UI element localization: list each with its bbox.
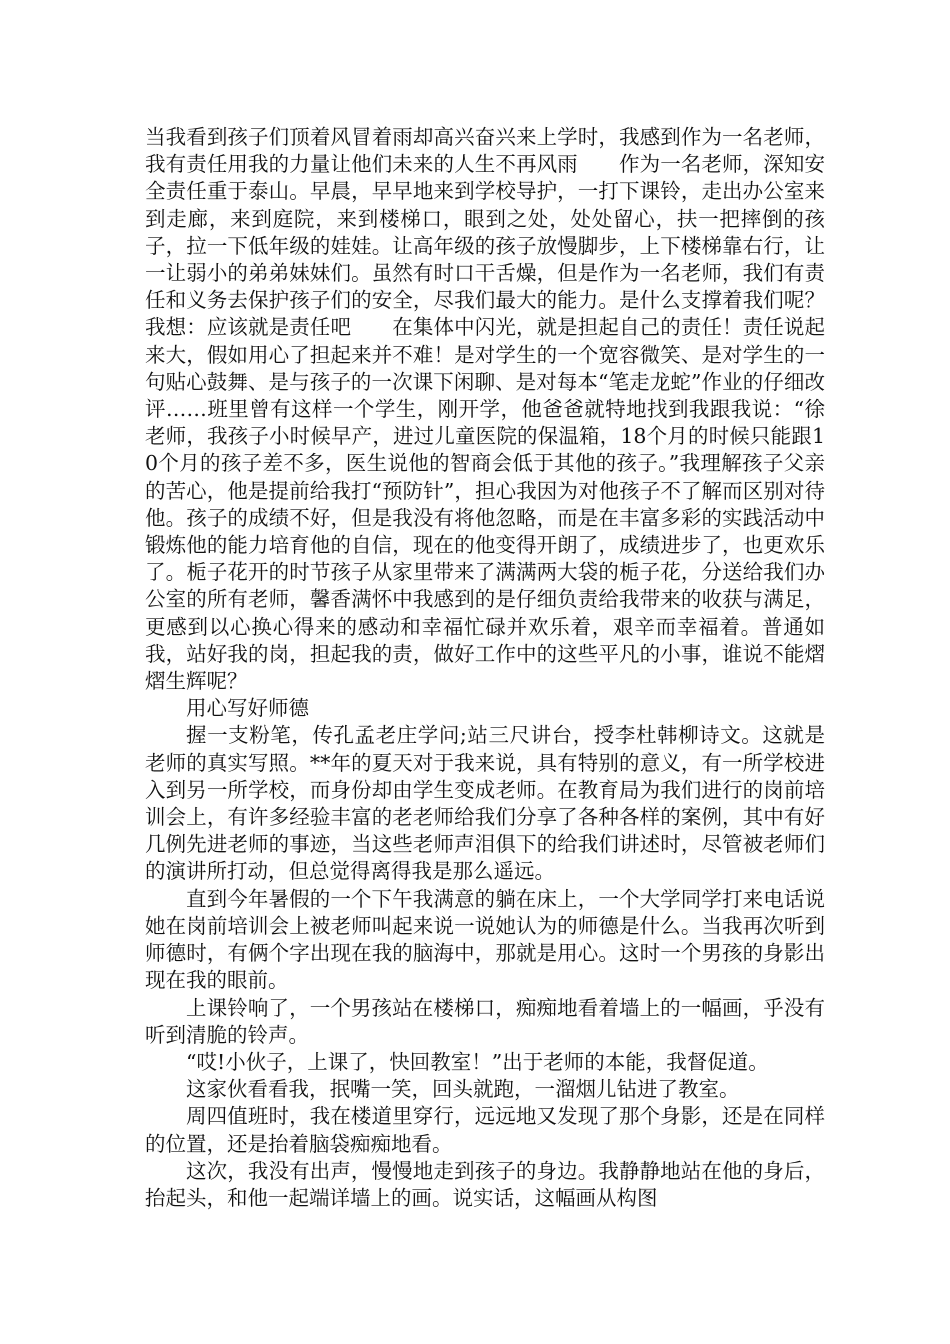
paragraph-summer: 直到今年暑假的一个下午我满意的躺在床上，一个大学同学打来电话说她在岗前培训会上被老师叫起来说一说她认为的师德是什么。当我再次听到师德时，有俩个字出现在我的脑海中，那就是用心。这时一个男孩的身影出现在我的眼前。 (145, 886, 825, 993)
paragraph-painting: 这次，我没有出声，慢慢地走到孩子的身边。我静静地站在他的身后，抬起头，和他一起端详墙上的画。说实话，这幅画从构图 (145, 1158, 825, 1210)
section-heading: 用心写好师德 (186, 696, 309, 721)
paragraph-urge: “哎!小伙子，上课了，快回教室！”出于老师的本能，我督促道。 (186, 1049, 769, 1074)
paragraph-bell: 上课铃响了，一个男孩站在楼梯口，痴痴地看着墙上的一幅画，乎没有听到清脆的铃声。 (145, 995, 825, 1047)
paragraph-thursday: 周四值班时，我在楼道里穿行，远远地又发现了那个身影，还是在同样的位置，还是抬着脑袋痴痴地看。 (145, 1104, 825, 1156)
document-page (145, 124, 825, 1212)
paragraph-smile: 这家伙看看我，抿嘴一笑，回头就跑，一溜烟儿钻进了教室。 (186, 1077, 740, 1102)
paragraph-chalk: 握一支粉笔，传孔孟老庄学问;站三尺讲台，授李杜韩柳诗文。这就是老师的真实写照。**年的夏天对于我来说，具有特别的意义，有一所学校进入到另一所学校，而身份却由学生变成老师。在教育局为我们进行的岗前培训会上，有许多经验丰富的老老师给我们分享了各种各样的案例，其中有好几例先进老师的事迹，当这些老师声泪俱下的给我们讲述时，尽管被老师们的演讲所打动，但总觉得离得我是那么遥远。 (145, 723, 825, 884)
paragraph-responsibility: 当我看到孩子们顶着风冒着雨却高兴奋兴来上学时，我感到作为一名老师，我有责任用我的力量让他们未来的人生不再风雨 作为一名老师，深知安全责任重于泰山。早晨，早早地来到学校导护，一打下课铃，走出办公室来到走廊，来到庭院，来到楼梯口，眼到之处，处处留心，扶一把摔倒的孩子，拉一下低年级的娃娃。让高年级的孩子放慢脚步，上下楼梯靠右行，让一让弱小的弟弟妹妹们。虽然有时口干舌燥，但是作为一名老师，我们有责任和义务去保护孩子们的安全，尽我们最大的能力。是什么支撑着我们呢？我想：应该就是责任吧 在集体中闪光，就是担起自己的责任！责任说起来大，假如用心了担起来并不难！是对学生的一个宽容微笑、是对学生的一句贴心鼓舞、是与孩子的一次课下闲聊、是对每本“笔走龙蛇”作业的仔细改评……班里曾有这样一个学生，刚开学，他爸爸就特地找到我跟我说：“徐老师，我孩子小时候早产，进过儿童医院的保温箱，18个月的时候只能跟10个月的孩子差不多，医生说他的智商会低于其他的孩子。”我理解孩子父亲的苦心，他是提前给我打“预防针”，担心我因为对他孩子不了解而区别对待他。孩子的成绩不好，但是我没有将他忽略，而是在丰富多彩的实践活动中锻炼他的能力培育他的自信，现在的他变得开朗了，成绩进步了，也更欢乐了。栀子花开的时节孩子从家里带来了满满两大袋的栀子花，分送给我们办公室的所有老师，馨香满怀中我感到的是仔细负责给我带来的收获与满足，更感到以心换心得来的感动和幸福忙碌并欢乐着，艰辛而幸福着。普通如我，站好我的岗，担起我的责，做好工作中的这些平凡的小事，谁说不能熠熠生辉呢？ (145, 125, 825, 694)
